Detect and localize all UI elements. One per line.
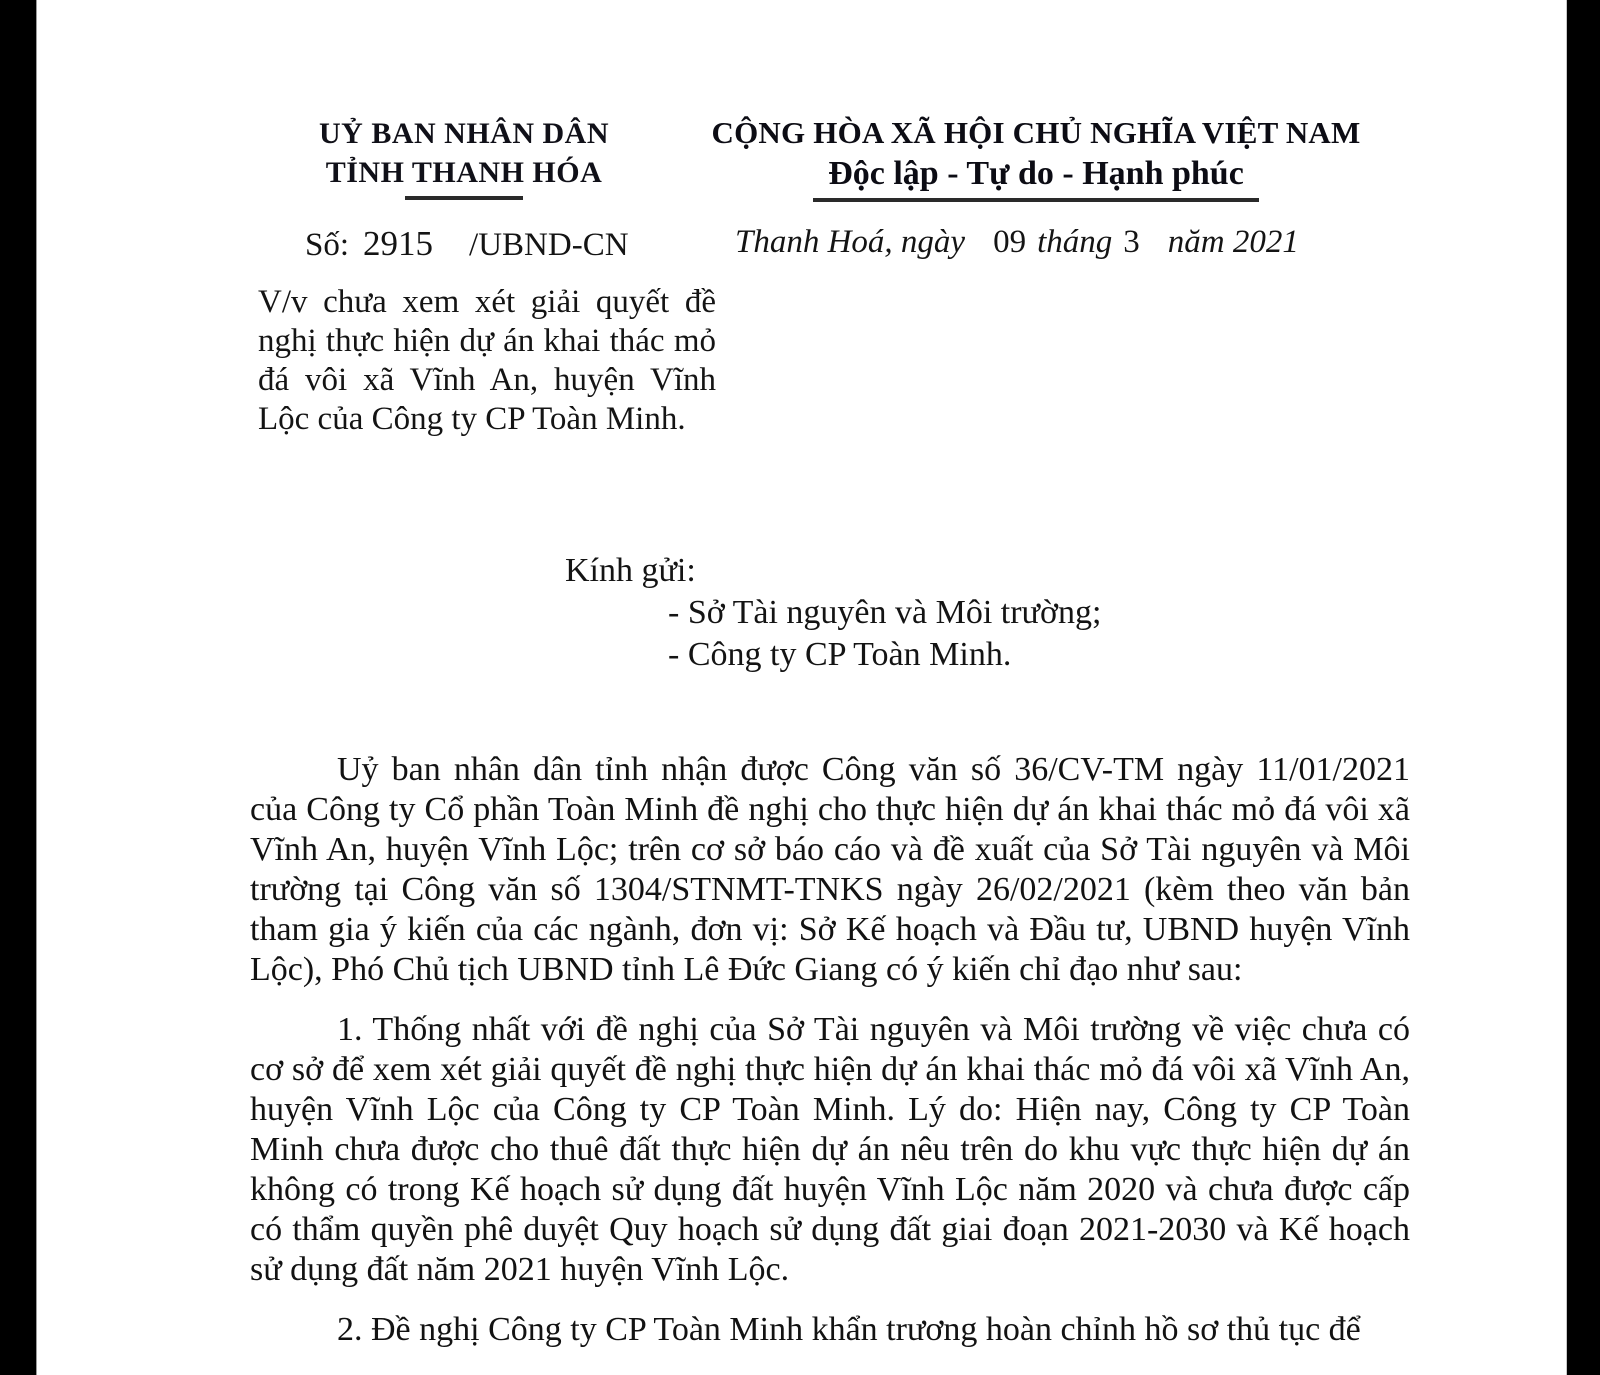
national-motto-line2: Độc lập - Tự do - Hạnh phúc [828,155,1244,192]
date-day: 09 [993,224,1027,260]
issuer-underline [405,196,523,200]
recipient-item: - Công ty CP Toàn Minh. [668,636,1012,673]
scan-edge-bar-right [1566,0,1600,1375]
body-paragraph-point-2-clipped: 2. Đề nghị Công ty CP Toàn Minh khẩn trương hoàn chỉnh hồ sơ thủ tục để [337,1311,1361,1348]
recipient-list [668,592,1101,676]
issuer-header [278,114,650,200]
recipient-item: - Sở Tài nguyên và Môi trường; [668,594,1102,631]
salutation: Kính gửi: [565,552,696,589]
date-year: năm 2021 [1167,224,1299,260]
national-motto-line1: CỘNG HÒA XÃ HỘI CHỦ NGHĨA VIỆT NAM [711,115,1361,150]
subject-summary: V/v chưa xem xét giải quyết đề nghị thực hiện dự án khai thác mỏ đá vôi xã Vĩnh An, huyện Vĩnh Lộc của Công ty CP Toàn Minh. [258,284,716,437]
doc-number-label: Số: [305,227,350,263]
date-month: 3 [1123,224,1140,260]
body-paragraph-point-1: 1. Thống nhất với đề nghị của Sở Tài nguyên và Môi trường về việc chưa có cơ sở để xem xét giải quyết đề nghị thực hiện dự án khai thác mỏ đá vôi xã Vĩnh An, huyện Vĩnh Lộc của Công ty CP Toàn Minh. Lý do: Hiện nay, Công ty CP Toàn Minh chưa được cho thuê đất thực hiện dự án nêu trên do khu vực thực hiện dự án không có trong Kế hoạch sử dụng đất huyện Vĩnh Lộc năm 2020 và chưa được cấp có thẩm quyền phê duyệt Quy hoạch sử dụng đất giai đoạn 2021-2030 và Kế hoạch sử dụng đất năm 2021 huyện Vĩnh Lộc. [250,1011,1410,1288]
date-place-prefix: Thanh Hoá, ngày [735,224,966,260]
scan-edge-bar-left [0,0,37,1375]
document-number [305,224,629,264]
date-line [735,224,1299,261]
issuer-line1: UỶ BAN NHÂN DÂN [319,117,609,150]
national-underline [813,198,1259,202]
issuer-line2: TỈNH THANH HÓA [325,156,603,189]
doc-number-value: 2915 [363,224,434,263]
body-text [250,750,1410,1375]
national-header [680,112,1392,202]
date-month-label: tháng [1037,224,1113,260]
body-paragraph-intro: Uỷ ban nhân dân tỉnh nhận được Công văn số 36/CV-TM ngày 11/01/2021 của Công ty Cổ phần Toàn Minh đề nghị cho thực hiện dự án khai thác mỏ đá vôi xã Vĩnh An, huyện Vĩnh Lộc; trên cơ sở báo cáo và đề xuất của Sở Tài nguyên và Môi trường tại Công văn số 1304/STNMT-TNKS ngày 26/02/2021 (kèm theo văn bản tham gia ý kiến của các ngành, đơn vị: Sở Kế hoạch và Đầu tư, UBND huyện Vĩnh Lộc), Phó Chủ tịch UBND tỉnh Lê Đức Giang có ý kiến chỉ đạo như sau: [250,751,1410,988]
doc-number-suffix: /UBND-CN [469,227,629,263]
